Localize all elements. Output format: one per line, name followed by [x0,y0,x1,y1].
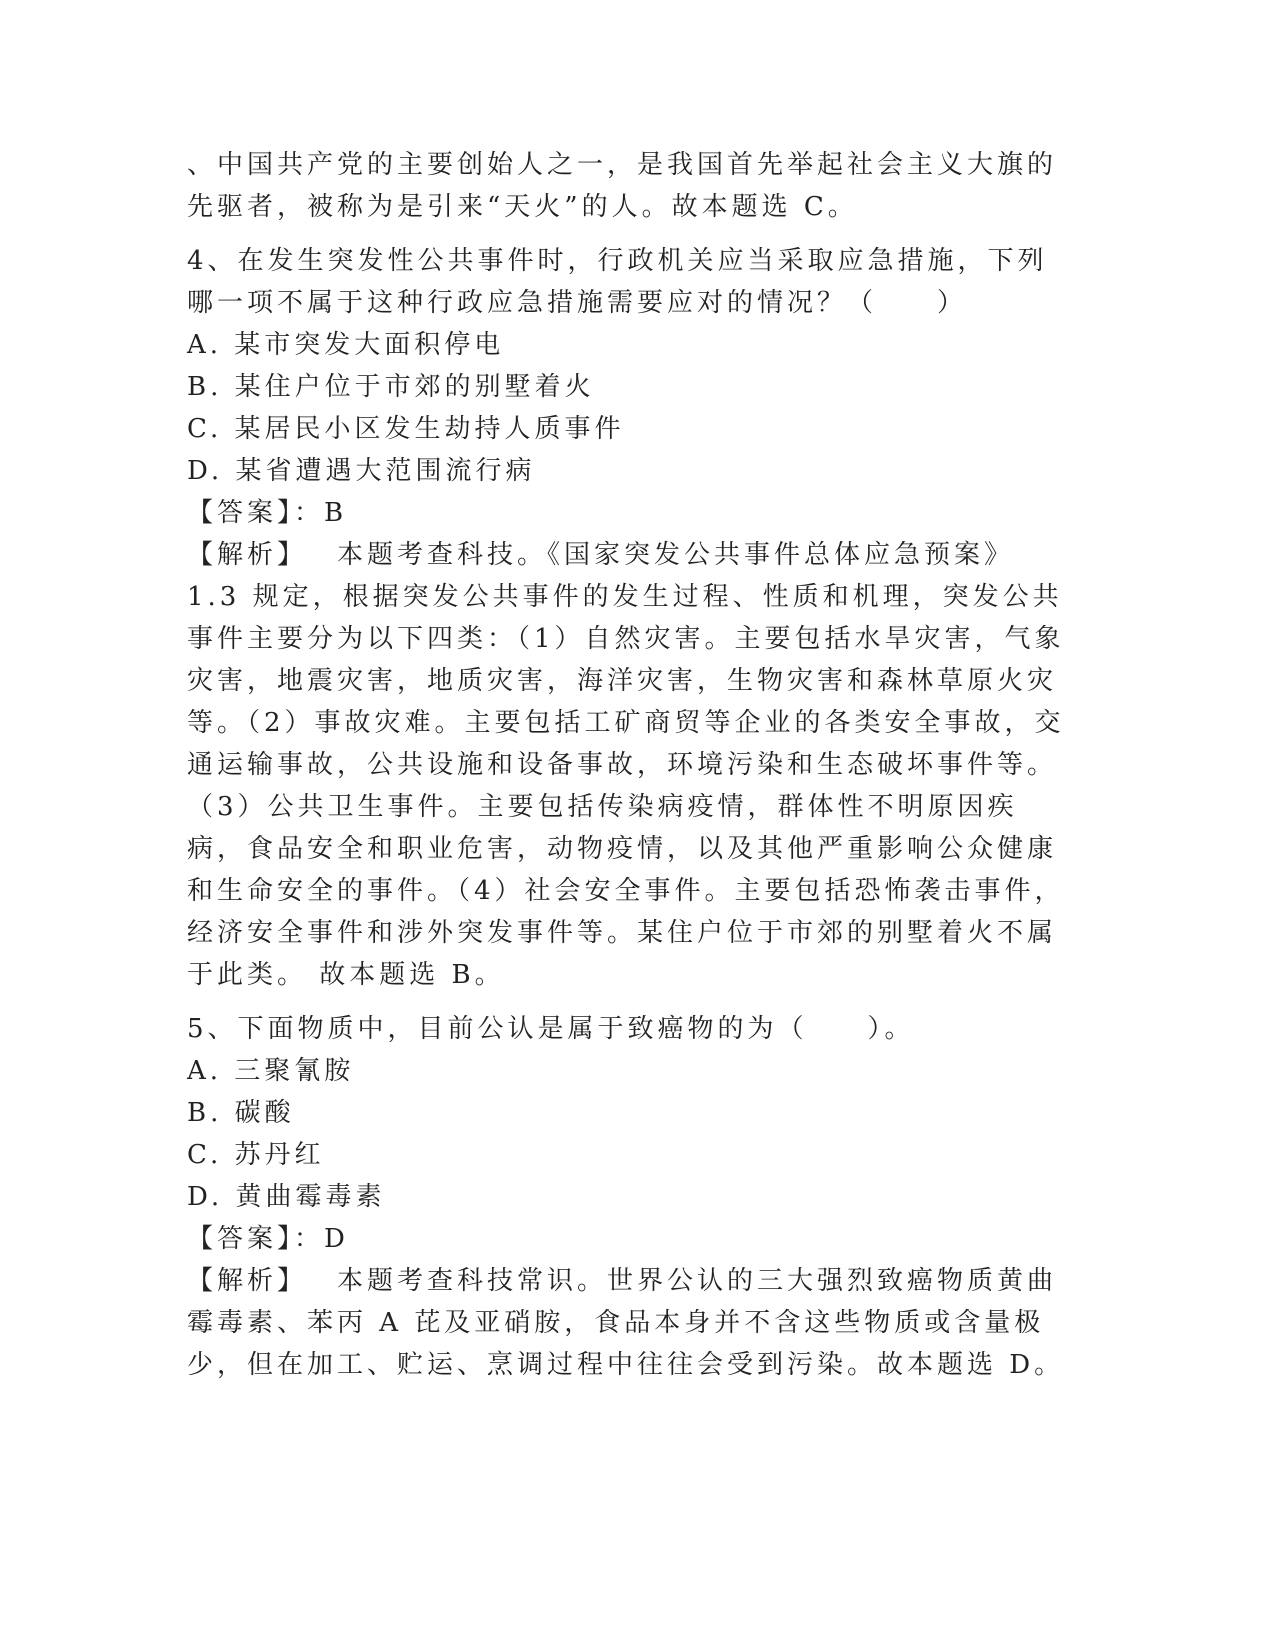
option-d: D. 某省遭遇大范围流行病 [187,456,536,486]
question-block [187,1008,1067,1386]
previous-analysis-continuation: 、中国共产党的主要创始人之一，是我国首先举起社会主义大旗的先驱者，被称为是引来“天火”的人。故本题选 C。 [187,150,1058,222]
answer-line [187,1218,1067,1260]
analysis-paragraph [187,534,1067,996]
answer-label: 【答案】： [187,1224,325,1254]
option-d: D. 黄曲霉毒素 [187,1182,386,1212]
option-b: B. 某住户位于市郊的别墅着火 [187,372,595,402]
question-stem: 5、下面物质中，目前公认是属于致癌物的为（ ）。 [187,1014,915,1044]
analysis-paragraph [187,1260,1067,1386]
option-b: B. 碳酸 [187,1098,295,1128]
analysis-text: 本题考查科技。《国家突发公共事件总体应急预案》1.3 规定，根据突发公共事件的发生过程、性质和机理，突发公共事件主要分为以下四类：（1）自然灾害。主要包括水旱灾害，气象灾害，地震灾害，地质灾害，海洋灾害，生物灾害和森林草原火灾等。（2）事故灾难。主要包括工矿商贸等企业的各类安全事故，交通运输事故，公共设施和设备事故，环境污染和生态破坏事件等。（3）公共卫生事件。主要包括传染病疫情，群体性不明原因疾病，食品安全和职业危害，动物疫情，以及其他严重影响公众健康和生命安全的事件。（4）社会安全事件。主要包括恐怖袭击事件，经济安全事件和涉外突发事件等。某住户位于市郊的别墅着火不属于此类。 故本题选 B。 [187,540,1065,990]
analysis-label: 【解析】 [187,540,308,570]
answer-label: 【答案】： [187,498,325,528]
analysis-text: 本题考查科技常识。世界公认的三大强烈致癌物质黄曲霉毒素、苯丙 A 芘及亚硝胺，食品本身并不含这些物质或含量极少，但在加工、贮运、烹调过程中往往会受到污染。故本题选 D。 [187,1266,1065,1380]
analysis-label: 【解析】 [187,1266,308,1296]
answer-line [187,492,1067,534]
answer-value: B [324,498,348,528]
option-c: C. 某居民小区发生劫持人质事件 [187,414,625,444]
document-body [187,144,1067,1386]
answer-value: D [324,1224,349,1254]
question-stem: 4、在发生突发性公共事件时，行政机关应当采取应急措施，下列哪一项不属于这种行政应急措施需要应对的情况？（ ） [187,246,1048,318]
option-c: C. 苏丹红 [187,1140,325,1170]
question-block [187,240,1067,996]
option-a: A. 某市突发大面积停电 [187,330,505,360]
option-a: A. 三聚氰胺 [187,1056,355,1086]
